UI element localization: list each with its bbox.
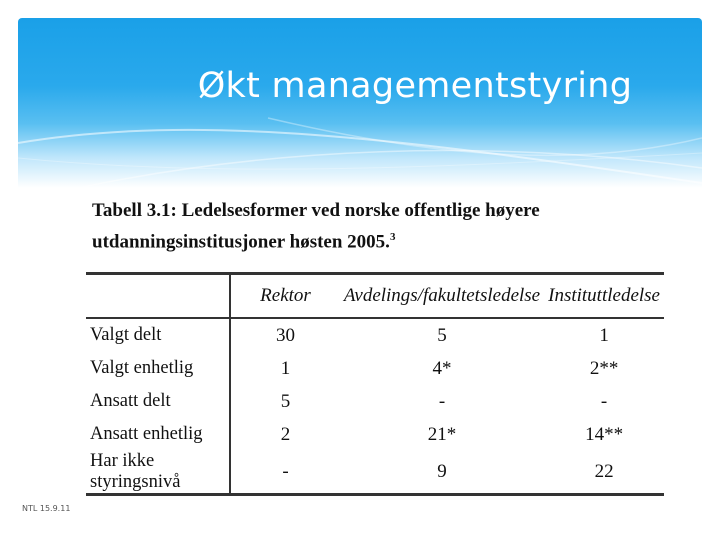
cell-avdeling: 9	[340, 451, 544, 495]
caption-footnote-marker: 3	[389, 231, 396, 243]
table-row	[86, 318, 664, 352]
table-row	[86, 352, 664, 385]
cell-avdeling: 4*	[432, 357, 452, 379]
header-institutt: Instituttledelse	[544, 274, 664, 319]
cell-institutt: 1	[599, 324, 609, 346]
table-row	[86, 418, 664, 451]
header-empty	[86, 274, 230, 319]
slide-title: Økt managementstyring	[197, 66, 633, 106]
cell-avdeling: 21*	[427, 423, 457, 445]
footer-date: NTL 15.9.11	[22, 504, 71, 513]
row-label: Ansatt delt	[86, 385, 230, 418]
cell-rektor: 1	[280, 357, 291, 379]
row-label: Valgt enhetlig	[86, 352, 230, 385]
cell-rektor: 5	[280, 390, 291, 412]
cell-rektor: 30	[276, 324, 295, 346]
table-caption	[92, 198, 672, 255]
row-label: Valgt delt	[86, 318, 230, 352]
table-header-row	[86, 274, 664, 319]
cell-institutt: 2**	[589, 357, 619, 379]
cell-avdeling: -	[438, 390, 446, 412]
row-label: Har ikke styringsnivå	[86, 451, 230, 495]
cell-rektor: 2	[280, 423, 291, 445]
table-row	[86, 451, 664, 495]
header-avdeling: Avdelings/fakultetsledelse	[340, 274, 544, 319]
table-figure	[80, 190, 680, 520]
header-rektor: Rektor	[230, 274, 340, 319]
table-row	[86, 385, 664, 418]
cell-institutt: -	[600, 390, 608, 412]
cell-avdeling: 5	[437, 324, 447, 346]
title-banner	[18, 18, 702, 188]
cell-rektor: -	[230, 451, 340, 495]
cell-institutt: 14**	[585, 423, 624, 445]
row-label: Ansatt enhetlig	[86, 418, 230, 451]
leadership-table	[86, 272, 664, 496]
cell-institutt: 22	[544, 451, 664, 495]
table-caption-text: Tabell 3.1: Ledelsesformer ved norske offentlige høyere utdanningsinstitusjoner høsten 2005.	[92, 200, 540, 253]
